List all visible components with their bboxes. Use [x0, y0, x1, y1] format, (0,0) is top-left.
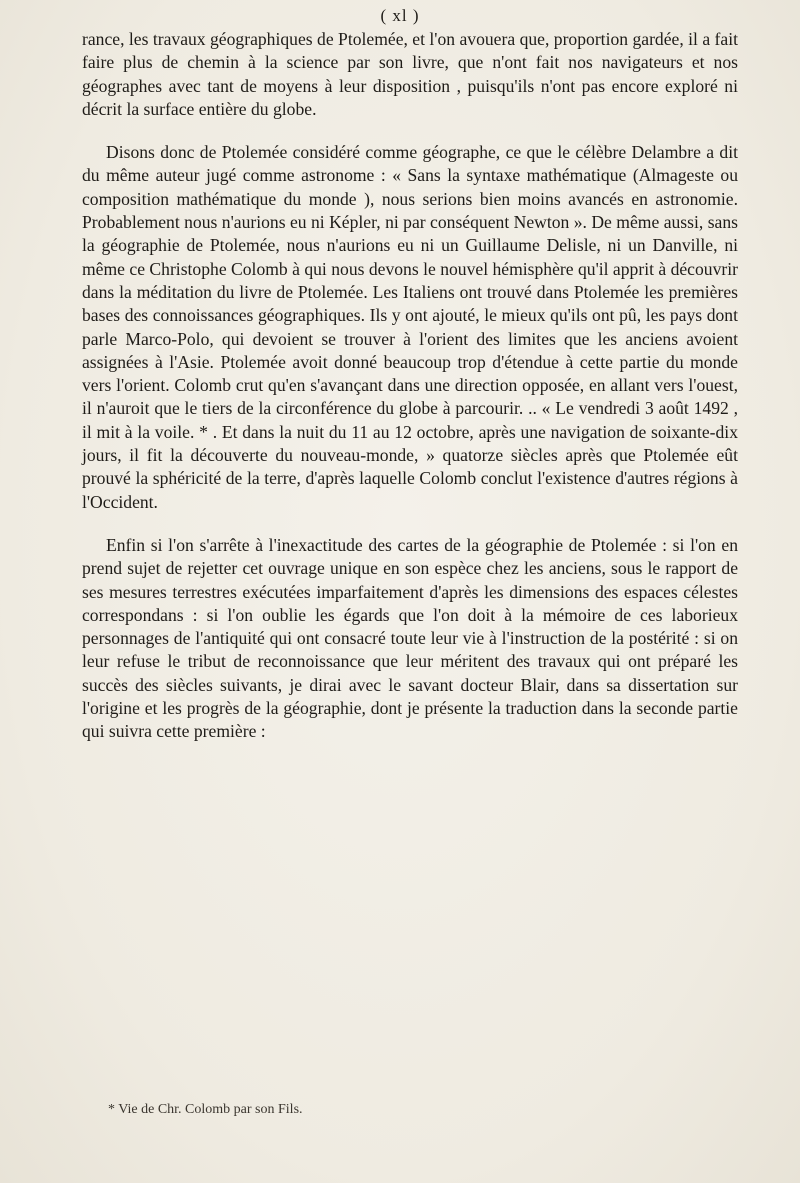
- body-text: [82, 28, 738, 744]
- page-number: ( xl ): [380, 6, 420, 25]
- footnote: * Vie de Chr. Colomb par son Fils.: [108, 1102, 303, 1117]
- paragraph-delambre: Disons donc de Ptolemée considéré comme géographe, ce que le célèbre Delambre a dit du même auteur jugé comme astronome : « Sans la syntaxe mathématique (Almageste ou composition mathématique du monde ), nous serions bien moins avancés en astronomie. Probablement nous n'aurions eu ni Képler, ni par conséquent Newton ». De même aussi, sans la géographie de Ptolemée, nous n'aurions eu ni un Guillaume Delisle, ni un Danville, ni même ce Christophe Colomb à qui nous devons le nouvel hémisphère qu'il apprit à découvrir dans la méditation du livre de Ptolemée. Les Italiens ont trouvé dans Ptolemée les premières bases des connoissances géographiques. Ils y ont ajouté, le mieux qu'ils ont pû, les pays dont parle Marco-Polo, qui devoient se trouver à l'orient des limites que les anciens avoient assignées à l'Asie. Ptolemée avoit donné beaucoup trop d'étendue à cette partie du monde vers l'orient. Colomb crut qu'en s'avançant dans une direction opposée, en allant vers l'ouest, il n'auroit que le tiers de la circonférence du globe à parcourir. .. « Le vendredi 3 août 1492 , il mit à la voile. * . Et dans la nuit du 11 au 12 octobre, après une navigation de soixante-dix jours, il fit la découverte du nouveau-monde, » quatorze siècles après que Ptolemée eût prouvé la sphéricité de la terre, d'après laquelle Colomb conclut l'existence d'autres régions à l'Occident.: [82, 142, 738, 512]
- paragraph-continuation: rance, les travaux géographiques de Ptolemée, et l'on avouera que, proportion gardée, il a fait faire plus de chemin à la science par son livre, que n'ont fait nos navigateurs et nos géographes avec tant de moyens à leur disposition , puisqu'ils n'ont pas encore exploré ni décrit la surface entière du globe.: [82, 29, 738, 119]
- paragraph-conclusion: Enfin si l'on s'arrête à l'inexactitude des cartes de la géographie de Ptolemée : si l'on en prend sujet de rejetter cet ouvrage unique en son espèce chez les anciens, sous le rapport de ses mesures terrestres exécutées imparfaitement d'après les dimensions des espaces célestes correspondans : si l'on oublie les égards que l'on doit à la mémoire de ces laborieux personnages de l'antiquité qui ont consacré toute leur vie à l'instruction de la postérité : si on leur refuse le tribut de reconnoissance que leur méritent des travaux qui ont préparé les succès des siècles suivants, je dirai avec le savant docteur Blair, dans sa dissertation sur l'origine et les progrès de la géographie, dont je présente la traduction dans la seconde partie qui suivra cette première :: [82, 534, 738, 742]
